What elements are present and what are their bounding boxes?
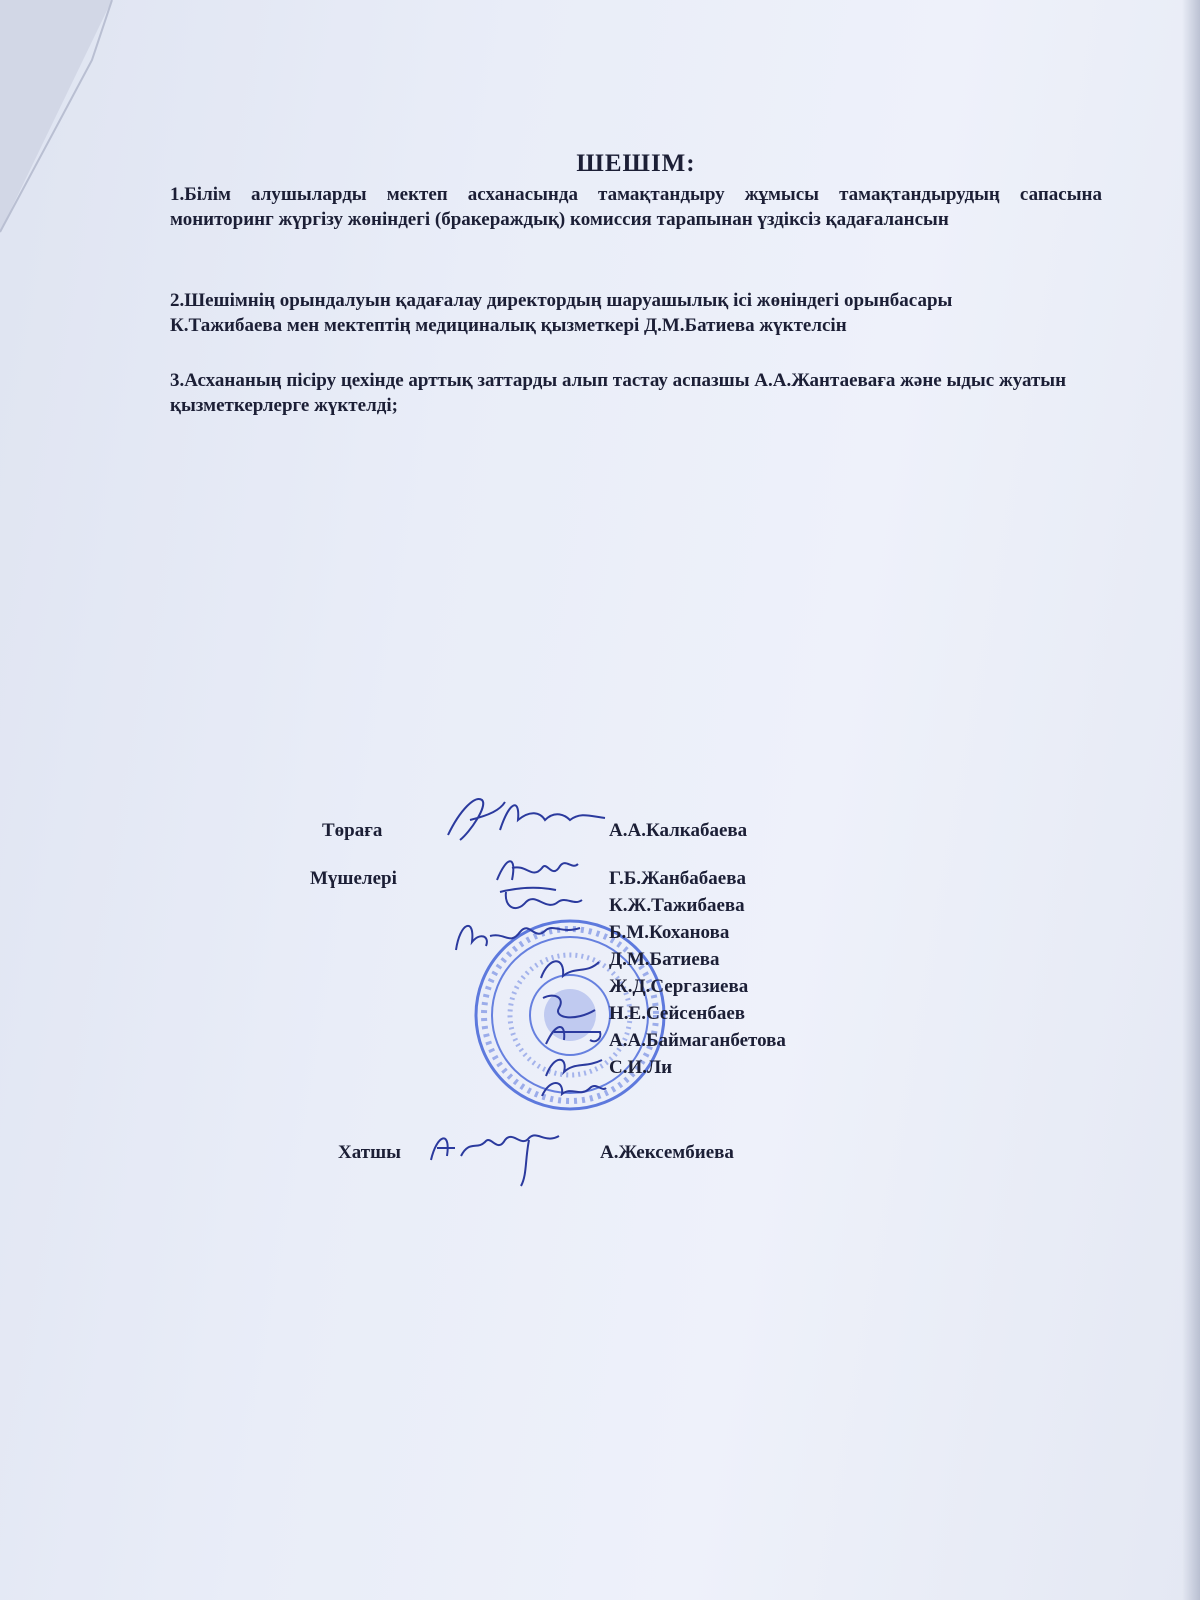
- chair-name: А.А.Калкабаева: [609, 820, 748, 841]
- decision-body: [170, 150, 1102, 418]
- decision-item-1: 1.Білім алушыларды мектеп асханасында тамақтандыру жұмысы тамақтандырудың сапасына мониторинг жүргізу жөніндегі (бракераждық) комиссия тарапынан үздіксіз қадағалансын: [170, 184, 1102, 230]
- secretary-role: Хатшы: [338, 1142, 401, 1163]
- member-signature-8-icon: [536, 1072, 610, 1108]
- member-name-3: Б.М.Коханова: [609, 922, 730, 943]
- decision-item-2: 2.Шешімнің орындалуын қадағалау директордың шаруашылық ісі жөніндегі орынбасары К.Тажибаева мен мектептің медициналық қызметкері Д.М.Батиева жүктелсін: [170, 290, 953, 336]
- member-signature-4-icon: [535, 948, 605, 988]
- member-name-6: Н.Е.Сейсенбаев: [609, 1003, 746, 1024]
- secretary-name: А.Жексембиева: [600, 1142, 734, 1163]
- chair-signature-icon: [440, 790, 610, 850]
- member-name-2: К.Ж.Тажибаева: [609, 895, 745, 916]
- member-name-4: Д.М.Батиева: [609, 949, 720, 970]
- member-name-1: Г.Б.Жанбабаева: [609, 868, 746, 889]
- secretary-signature-icon: [425, 1120, 565, 1190]
- member-name-5: Ж.Д.Сергазиева: [609, 976, 749, 997]
- page-edge-shadow: [1182, 0, 1200, 1600]
- member-name-8: С.И.Ли: [609, 1057, 673, 1078]
- chair-role: Төраға: [322, 820, 383, 841]
- document-title: ШЕШІМ:: [576, 150, 696, 177]
- members-role: Мүшелері: [310, 868, 397, 889]
- decision-item-3: 3.Асхананың пісіру цехінде арттық заттарды алып тастау аспазшы А.А.Жантаеваға және ыдыс жуатын қызметкерлерге жүктелді;: [170, 370, 1067, 416]
- member-name-7: А.А.Баймаганбетова: [609, 1030, 786, 1051]
